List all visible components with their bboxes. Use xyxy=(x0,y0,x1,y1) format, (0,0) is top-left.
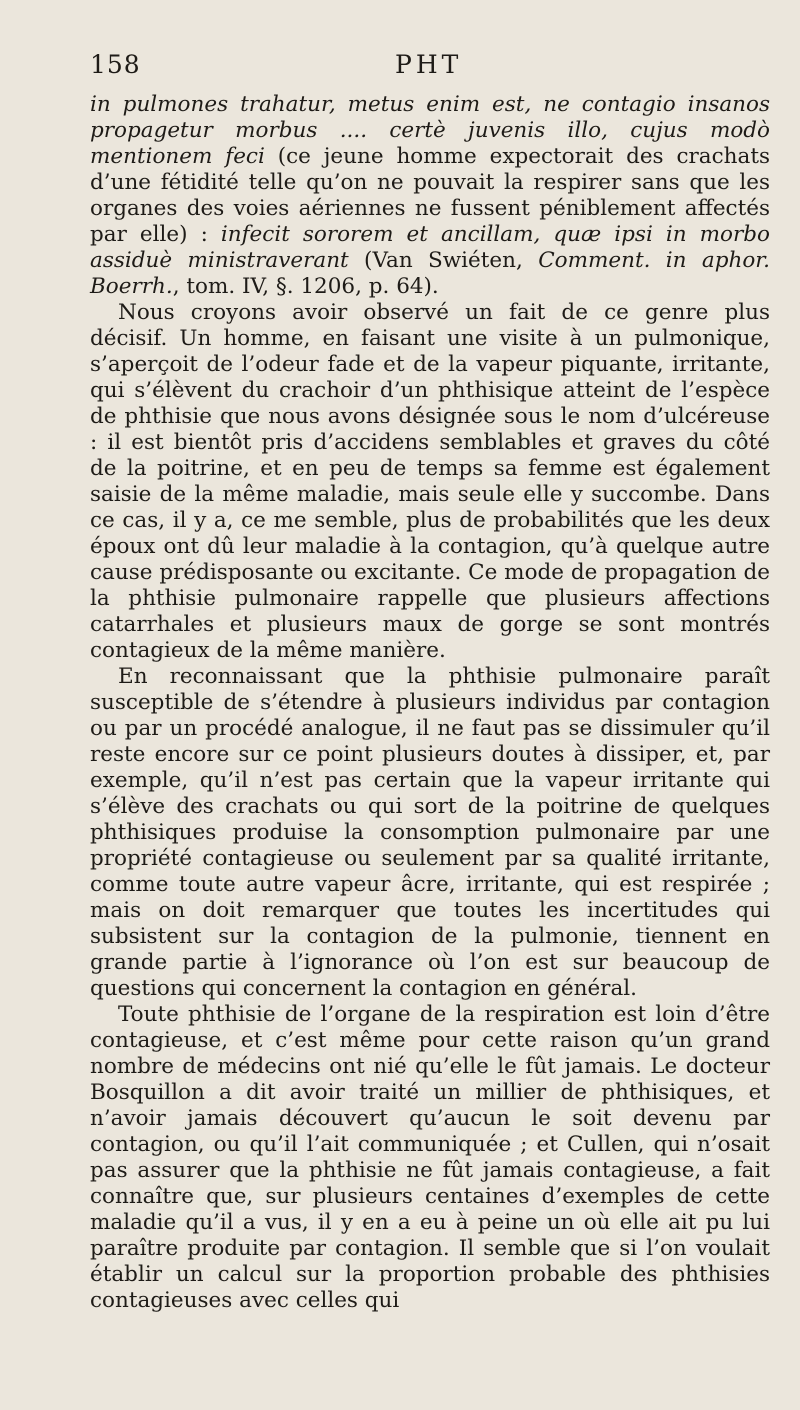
paragraph-2-text: Nous croyons avoir observé un fait de ce genre plus décisif. Un homme, en faisant une visite à un pulmonique, s’aperçoit de l’odeur fade et de la vapeur piquante, irritante, qui s’élèvent du crachoir d’un phthisique atteint de l’espèce de phthisie que nous avons désignée sous le nom d’ulcéreuse : il est bientôt pris d’accidens semblables et graves du côté de la poitrine, et en peu de temps sa femme est également saisie de la même maladie, mais seule elle y succombe. Dans ce cas, il y a, ce me semble, plus de probabilités que les deux époux ont dû leur maladie à la contagion, qu’à quelque autre cause prédisposante ou excitante. Ce mode de propagation de la phthisie pulmonaire rappelle que plusieurs affections catarrhales et plusieurs maux de gorge se sont montrés contagieux de la même manière. xyxy=(90,300,770,663)
latin-quote-start: in pulmones trahatur, metus enim est, ne contagio insanos propagetur morbus .... certè juvenis illo, cujus modò mentionem feci xyxy=(90,92,770,169)
body-text xyxy=(90,92,770,1314)
parenthetical-remark: (ce jeune homme expectorait des crachats d’une fétidité telle qu’on ne pouvait la respirer sans que les organes des voies aériennes ne fussent péniblement affectés par elle) : xyxy=(90,144,770,247)
paragraph-3-text: En reconnaissant que la phthisie pulmonaire paraît susceptible de s’étendre à plusieurs individus par contagion ou par un procédé analogue, il ne faut pas se dissimuler qu’il reste encore sur ce point plusieurs doutes à dissiper, et, par exemple, qu’il n’est pas certain que la vapeur irritante qui s’élève des crachats ou qui sort de la poitrine de quelques phthisiques produise la consomption pulmonaire par une propriété contagieuse ou seulement par sa qualité irritante, comme toute autre vapeur âcre, irritante, qui est respirée ; mais on doit remarquer que toutes les incertitudes qui subsistent sur la contagion de la pulmonie, tiennent en grande partie à l’ignorance où l’on est sur beaucoup de questions qui concernent la contagion en général. xyxy=(90,664,770,1001)
page-header xyxy=(90,50,770,86)
paragraph-4-text: Toute phthisie de l’organe de la respiration est loin d’être contagieuse, et c’est même pour cette raison qu’un grand nombre de médecins ont nié qu’elle le fût jamais. Le docteur Bosquillon a dit avoir traité un millier de phthisiques, et n’avoir jamais découvert qu’aucun le soit devenu par contagion, ou qu’il l’ait communiquée ; et Cullen, qui n’osait pas assurer que la phthisie ne fût jamais contagieuse, a fait connaître que, sur plusieurs centaines d’exemples de cette maladie qu’il a vus, il y en a eu à peine un où elle ait pu lui paraître produite par contagion. Il semble que si l’on voulait établir un calcul sur la proportion probable des phthisies contagieuses avec celles qui xyxy=(90,1002,770,1313)
citation-work-title: Comment. in aphor. Boerrh. xyxy=(90,248,771,299)
latin-quote-end: infecit sororem et ancillam, quæ ipsi in morbo assiduè ministraverant xyxy=(90,222,770,273)
paragraph-4 xyxy=(90,1002,770,1314)
citation-reference: , tom. IV, §. 1206, p. 64). xyxy=(172,274,439,299)
citation-author: (Van Swiéten, xyxy=(348,248,539,273)
paragraph-3 xyxy=(90,664,770,1002)
page-number: 158 xyxy=(90,50,141,79)
running-title: PHT xyxy=(395,50,463,79)
paragraph-2 xyxy=(90,300,770,664)
paragraph-1 xyxy=(90,92,770,300)
